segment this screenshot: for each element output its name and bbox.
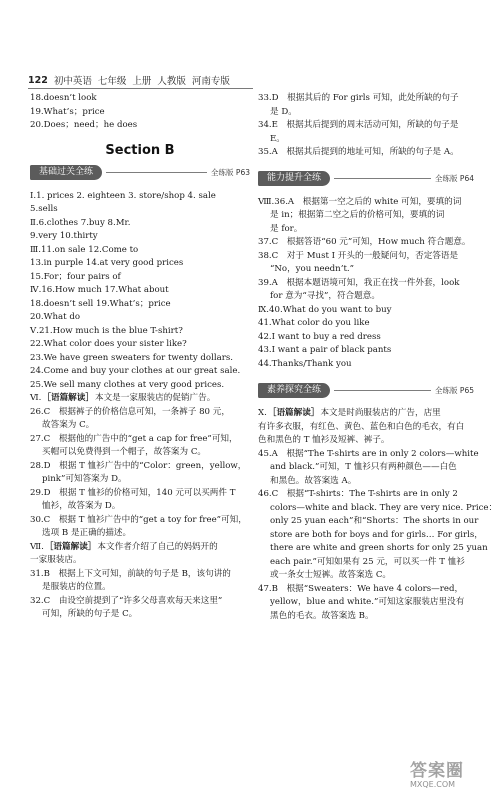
passage-intro-vi: [30, 392, 250, 406]
page-header: [28, 72, 478, 88]
answer-line: 和黑色。故答案选 A。: [270, 475, 357, 486]
item-number: Ⅵ.: [30, 393, 42, 403]
banner-page-ref: 全练版 P64: [435, 174, 474, 183]
answer-line: 38.C 对于 Must I 开头的一般疑问句，否定答语是: [258, 250, 459, 261]
section-banner-literacy: [258, 381, 474, 399]
answer-line: 23.We have green sweaters for twenty dollars.: [30, 352, 233, 363]
answer-line: 25.We sell many clothes at very good prices.: [30, 379, 225, 390]
item-number: Ⅹ.: [258, 408, 267, 418]
answer-line: Ⅳ.16.How much 17.What about: [30, 285, 169, 295]
answer-line: Ⅷ.36.A 根据第一空之后的 white 可知，要填的词: [258, 196, 462, 207]
answer-line: 19.What’s；price: [30, 106, 105, 117]
answer-line: 47.B 根据“Sweaters：We have 4 colors—red，: [258, 583, 464, 594]
banner-label: 素养探究全练: [258, 383, 330, 398]
answer-line: 33.D 根据其后的 For girls 可知，此处所缺的句子: [258, 93, 459, 103]
passage-intro-vii: [30, 541, 250, 555]
logo-url: MXQE.COM: [410, 780, 456, 789]
answer-line: and black.”可知，T 恤衫只有两种颜色——白色: [270, 462, 457, 472]
answer-line: 是 in；根据第二空之后的价格可知，要填的词: [270, 210, 445, 220]
answer-line: 恤衫，故答案为 D。: [42, 501, 121, 511]
answer-line: 46.C 根据“T-shirts：The T-shirts are in only 2: [258, 489, 458, 499]
answer-line: store are both for boys and for girls… For girls，: [270, 529, 483, 540]
answer-line: 有许多衣服，有红色、黄色、蓝色和白色的毛衣，有白: [258, 421, 465, 432]
answer-line: 35.A 根据其后提到的地址可知，所缺的句子是 A。: [258, 147, 459, 157]
answer-line: Ⅴ.21.How much is the blue T-shirt?: [30, 325, 183, 336]
passage-summary: 本文是一家服装店的促销广告。: [94, 393, 216, 403]
answer-line: 27.C 根据他的广告中的“get a cap for free”可知，: [30, 433, 238, 444]
header-divider: [28, 88, 253, 89]
section-banner-basic: [30, 164, 250, 182]
answer-line: 45.A 根据“The T-shirts are in only 2 colors—white: [258, 448, 479, 459]
section-banner-advanced: [258, 170, 474, 188]
answer-line: 是 for。: [270, 223, 303, 234]
answer-line: 故答案为 C。: [42, 420, 95, 430]
header-volume: 上册: [132, 76, 152, 87]
answer-line: 可知，所缺的句子是 C。: [42, 609, 138, 619]
answer-line: 黑色的毛衣。故答案选 B。: [270, 610, 374, 621]
right-column: [258, 92, 498, 623]
answer-line: 24.Come and buy your clothes at our great sale.: [30, 366, 241, 376]
answer-line: 是 D。: [270, 106, 297, 117]
answer-line: 22.What color does your sister like?: [30, 339, 187, 349]
passage-intro-x: [258, 407, 474, 421]
passage-tag: ［语篇解读］: [267, 408, 320, 418]
answer-line: 5.sells: [30, 204, 58, 214]
answer-line: 37.C 根据答语“60 元”可知，How much 符合题意。: [258, 237, 471, 247]
answer-line: 42.I want to buy a red dress: [258, 331, 381, 342]
logo-text: 答案圈: [410, 761, 464, 781]
answer-line: Ⅰ.1. prices 2. eighteen 3. store/shop 4. sale: [30, 190, 216, 201]
header-subject: 初中英语: [53, 76, 92, 87]
answer-line: 28.D 根据 T 恤衫广告中的“Color：green，yellow，: [30, 460, 247, 471]
answer-line: Ⅱ.6.clothes 7.buy 8.Mr.: [30, 217, 131, 228]
item-number: Ⅶ.: [30, 541, 44, 552]
passage-tag: ［语篇解读］: [42, 393, 94, 403]
header-publisher: 人教版: [157, 76, 186, 87]
header-edition: 河南专版: [191, 76, 230, 87]
banner-rule: [334, 178, 431, 179]
answer-line: 29.D 根据 T 恤衫的价格可知，140 元可以买两件 T: [30, 487, 236, 498]
answer-line: 或一条女士短裤。故答案选 C。: [270, 570, 392, 580]
answer-line: each pair.”可知如果有 25 元，可以买一件 T 恤衫: [270, 556, 465, 567]
answer-line: Ⅲ.11.on sale 12.Come to: [30, 244, 139, 255]
answer-line: 20.What do: [30, 312, 81, 322]
answer-line: 是服装店的位置。: [42, 582, 111, 592]
answer-line: 39.A 根据本题语境可知，我正在找一件外套，look: [258, 277, 460, 288]
answer-line: 43.I want a pair of black pants: [258, 345, 392, 355]
passage-summary: 本文是时尚服装店的广告，店里: [320, 408, 441, 418]
banner-label: 基础过关全练: [30, 165, 102, 180]
answer-line: 31.B 根据上下文可知，前缺的句子是 B，该句讲的: [30, 568, 231, 579]
banner-rule: [106, 172, 207, 173]
answer-line: 选项 B 是正确的描述。: [42, 528, 132, 538]
answer-line: pink”可知答案为 D。: [42, 474, 127, 484]
banner-rule: [334, 390, 431, 391]
answer-line: there are white and green shorts for only 25 yuan: [270, 543, 488, 553]
answer-line: 一家服装店。: [30, 555, 82, 565]
header-grade: 七年级: [97, 76, 127, 87]
answer-line: only 25 yuan each”和“Shorts：The shorts in our: [270, 516, 479, 526]
answer-line: 41.What color do you like: [258, 318, 370, 328]
answer-line: 18.doesn’t look: [30, 93, 97, 103]
answer-line: 9.very 10.thirty: [30, 231, 98, 241]
answer-line: 30.C 根据 T 恤衫广告中的“get a toy for free”可知，: [30, 514, 247, 525]
answer-line: yellow，blue and white.”可知这家服装店里没有: [270, 597, 465, 607]
banner-page-ref: 全练版 P65: [435, 385, 474, 395]
watermark-logo: [410, 756, 490, 796]
answer-line: 34.E 根据其后提到的周末活动可知，所缺的句子是: [258, 120, 459, 130]
answer-line: 32.C 由设空前提到了“许多父母喜欢每天来这里”: [30, 595, 223, 606]
answer-line: colors—white and black. They are very nice. Price：: [270, 502, 498, 513]
answer-line: 15.For；four pairs of: [30, 271, 121, 282]
answer-line: 44.Thanks/Thank you: [258, 358, 352, 369]
answer-line: 买帽可以免费得到一个帽子，故答案为 C。: [42, 447, 206, 457]
passage-tag: ［语篇解读］: [44, 541, 97, 552]
answer-line: 20.Does；need；he does: [30, 120, 138, 130]
banner-label: 能力提升全练: [258, 171, 330, 186]
answer-line: Ⅸ.40.What do you want to buy: [258, 304, 392, 315]
banner-page-ref: 全练版 P63: [211, 168, 250, 177]
passage-summary: 本文作者介绍了自己的妈妈开的: [97, 541, 218, 552]
answer-line: for 意为“寻找”，符合题意。: [270, 291, 380, 301]
answer-line: “No，you needn’t.”: [270, 264, 355, 274]
section-title: Section B: [105, 142, 175, 158]
left-column: [30, 92, 250, 622]
answer-line: 26.C 根据裤子的价格信息可知，一条裤子 80 元，: [30, 406, 230, 417]
page-number: 122: [28, 74, 48, 86]
answer-line: 13.in purple 14.at very good prices: [30, 258, 184, 268]
answer-line: 18.doesn’t sell 19.What’s；price: [30, 298, 171, 309]
answer-line: 色和黑色的 T 恤衫及短裤、裤子。: [258, 435, 390, 445]
answer-line: E。: [270, 133, 285, 144]
